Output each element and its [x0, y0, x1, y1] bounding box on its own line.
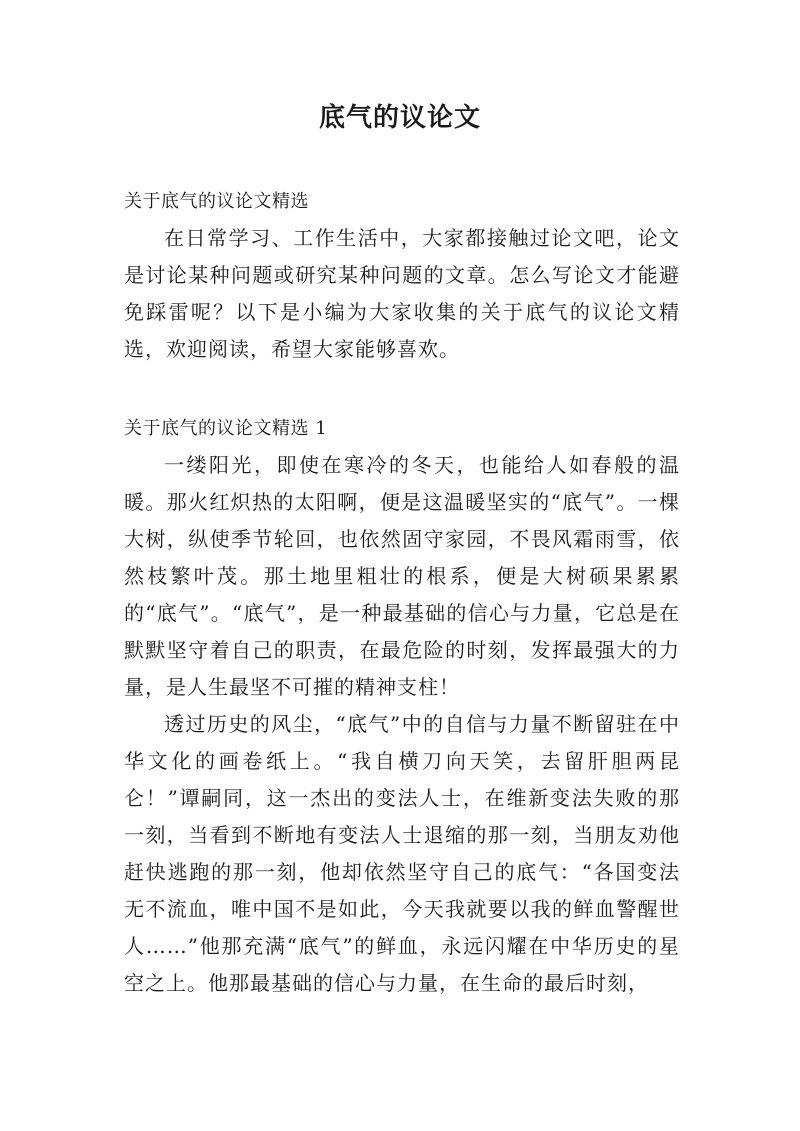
section-1-heading: 关于底气的议论文精选 1 — [124, 418, 328, 439]
section-1-paragraph-1: 一缕阳光，即使在寒冷的冬天，也能给人如春般的温暖。那火红炽热的太阳啊，便是这温暖坚实的“底气”。一棵大树，纵使季节轮回，也依然固守家园，不畏风霜雨雪，依然枝繁叶茂。那土地里粗壮的根系，便是大树硕果累累的“底气”。“底气”，是一种最基础的信心与力量，它总是在默默坚守着自己的职责，在最危险的时刻，发挥最强大的力量，是人生最坚不可摧的精神支柱！ — [124, 453, 680, 699]
intro-section — [124, 183, 680, 368]
section-1 — [124, 410, 680, 1002]
document-title: 底气的议论文 — [318, 103, 481, 133]
section-1-paragraph-2: 透过历史的风尘，“底气”中的自信与力量不断留驻在中华文化的画卷纸上。“我自横刀向天笑，去留肝胆两昆仑！”谭嗣同，这一杰出的变法人士，在维新变法失败的那一刻，当看到不断地有变法人士退缩的那一刻，当朋友劝他赶快逃跑的那一刻，他却依然坚守自己的底气：“各国变法无不流血，唯中国不是如此，今天我就要以我的鲜血警醒世人……”他那充满“底气”的鲜血，永远闪耀在中华历史的星空之上。他那最基础的信心与力量，在生命的最后时刻， — [124, 712, 680, 995]
intro-paragraph: 在日常学习、工作生活中，大家都接触过论文吧，论文是讨论某种问题或研究某种问题的文章。怎么写论文才能避免踩雷呢？以下是小编为大家收集的关于底气的议论文精选，欢迎阅读，希望大家能够喜欢。 — [124, 226, 680, 361]
intro-heading: 关于底气的议论文精选 — [124, 191, 309, 212]
